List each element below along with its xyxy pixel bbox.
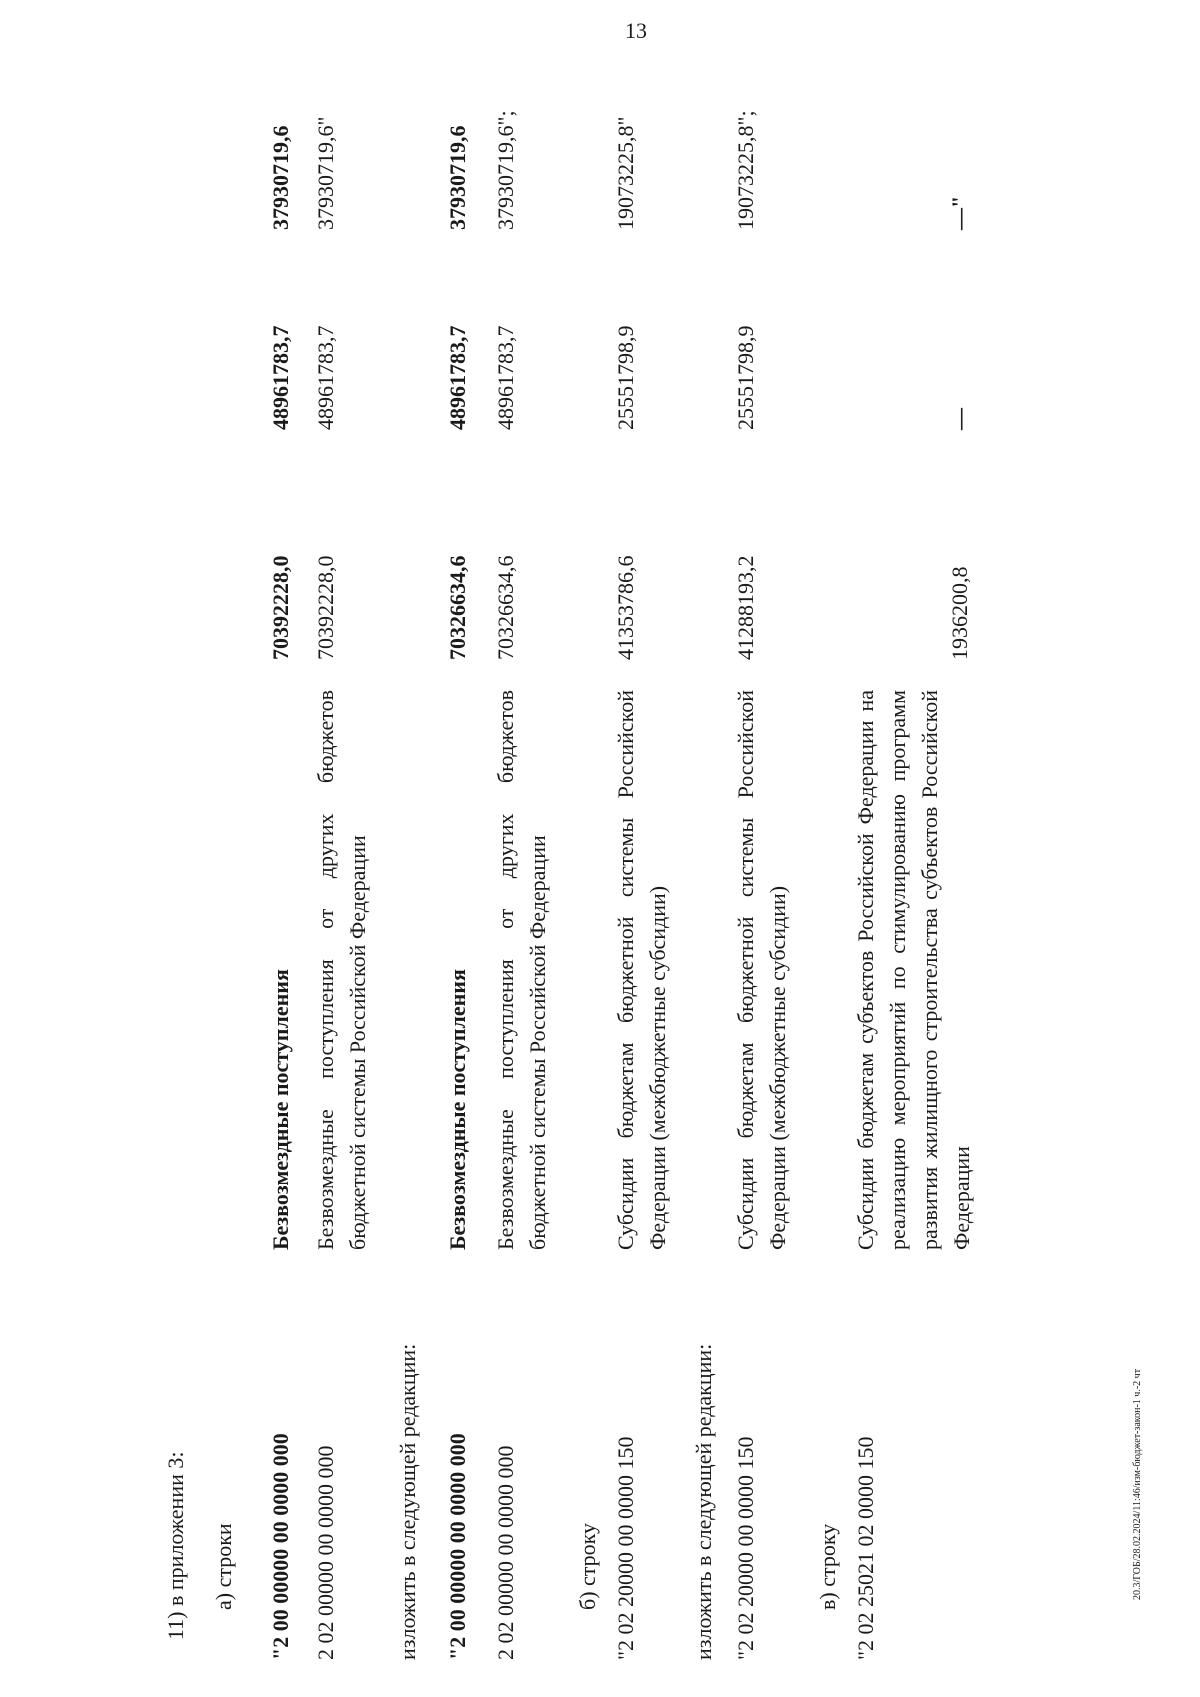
row-value-2: — xyxy=(947,408,972,430)
row-value-1: 41288193,2 xyxy=(733,555,758,660)
row-value-2: 48961783,7 xyxy=(493,325,518,430)
row-value-3: 37930719,6" xyxy=(313,116,338,230)
row-code: "2 02 20000 00 0000 150 xyxy=(733,1436,758,1660)
sub-item-v: в) строку xyxy=(815,1523,840,1610)
row-value-3: 37930719,6 xyxy=(268,125,293,230)
footer-stamp: 20.3/ГОБ/28.02.2024/11:46/изм-бюджет-закон-1 ч.-2 чт xyxy=(1132,1368,1143,1600)
row-value-2: 25551798,9 xyxy=(733,325,758,430)
row-code: "2 02 20000 00 0000 150 xyxy=(613,1436,638,1660)
sub-item-b: б) строку xyxy=(575,1522,600,1610)
row-description: Безвозмездные поступления xyxy=(445,969,470,1250)
row-description: Субсидии бюджетам бюджетной системы Российской Федерации (межбюджетные субсидии) xyxy=(733,690,790,1250)
row-description: Безвозмездные поступления от других бюджетов бюджетной системы Российской Федерации xyxy=(493,690,550,1250)
row-value-2: 25551798,9 xyxy=(613,325,638,430)
rotated-amendment-block xyxy=(160,60,1040,1660)
page-number: 13 xyxy=(625,18,647,43)
row-description: Безвозмездные поступления от других бюджетов бюджетной системы Российской Федерации xyxy=(313,690,370,1250)
row-code: 2 02 00000 00 0000 000 xyxy=(313,1445,338,1660)
row-code: "2 00 00000 00 0000 000 xyxy=(445,1433,470,1660)
row-description: Субсидии бюджетам бюджетной системы Российской Федерации (межбюджетные субсидии) xyxy=(613,690,670,1250)
row-code: "2 00 00000 00 0000 000 xyxy=(268,1433,293,1660)
row-value-3: 19073225,8" xyxy=(613,116,638,230)
row-code: "2 02 25021 02 0000 150 xyxy=(853,1436,878,1660)
row-value-1: 70326634,6 xyxy=(445,555,470,660)
sub-item-a: а) строки xyxy=(211,1523,236,1610)
row-value-2: 48961783,7 xyxy=(313,325,338,430)
row-description: Безвозмездные поступления xyxy=(268,969,293,1250)
row-value-3: 37930719,6"; xyxy=(493,110,518,230)
row-code: 2 02 00000 00 0000 000 xyxy=(493,1445,518,1660)
row-value-3: 19073225,8"; xyxy=(733,110,758,230)
row-value-1: 41353786,6 xyxy=(613,555,638,660)
restate-text: изложить в следующей редакции: xyxy=(691,1343,716,1660)
row-description: Субсидии бюджетам субъектов Российской Федерации на реализацию мероприятий по стимулированию программ развития жилищного строительства субъектов Российской Федерации xyxy=(853,690,974,1250)
row-value-1: 70392228,0 xyxy=(268,555,293,660)
row-value-2: 48961783,7 xyxy=(268,325,293,430)
item-heading: 11) в приложении 3: xyxy=(163,1451,188,1640)
row-value-3: 37930719,6 xyxy=(445,125,470,230)
row-value-1: 1936200,8 xyxy=(947,566,972,660)
row-value-1: 70326634,6 xyxy=(493,555,518,660)
restate-text: изложить в следующей редакции: xyxy=(395,1343,420,1660)
row-value-1: 70392228,0 xyxy=(313,555,338,660)
row-value-3: —" xyxy=(947,195,972,230)
row-value-2: 48961783,7 xyxy=(445,325,470,430)
